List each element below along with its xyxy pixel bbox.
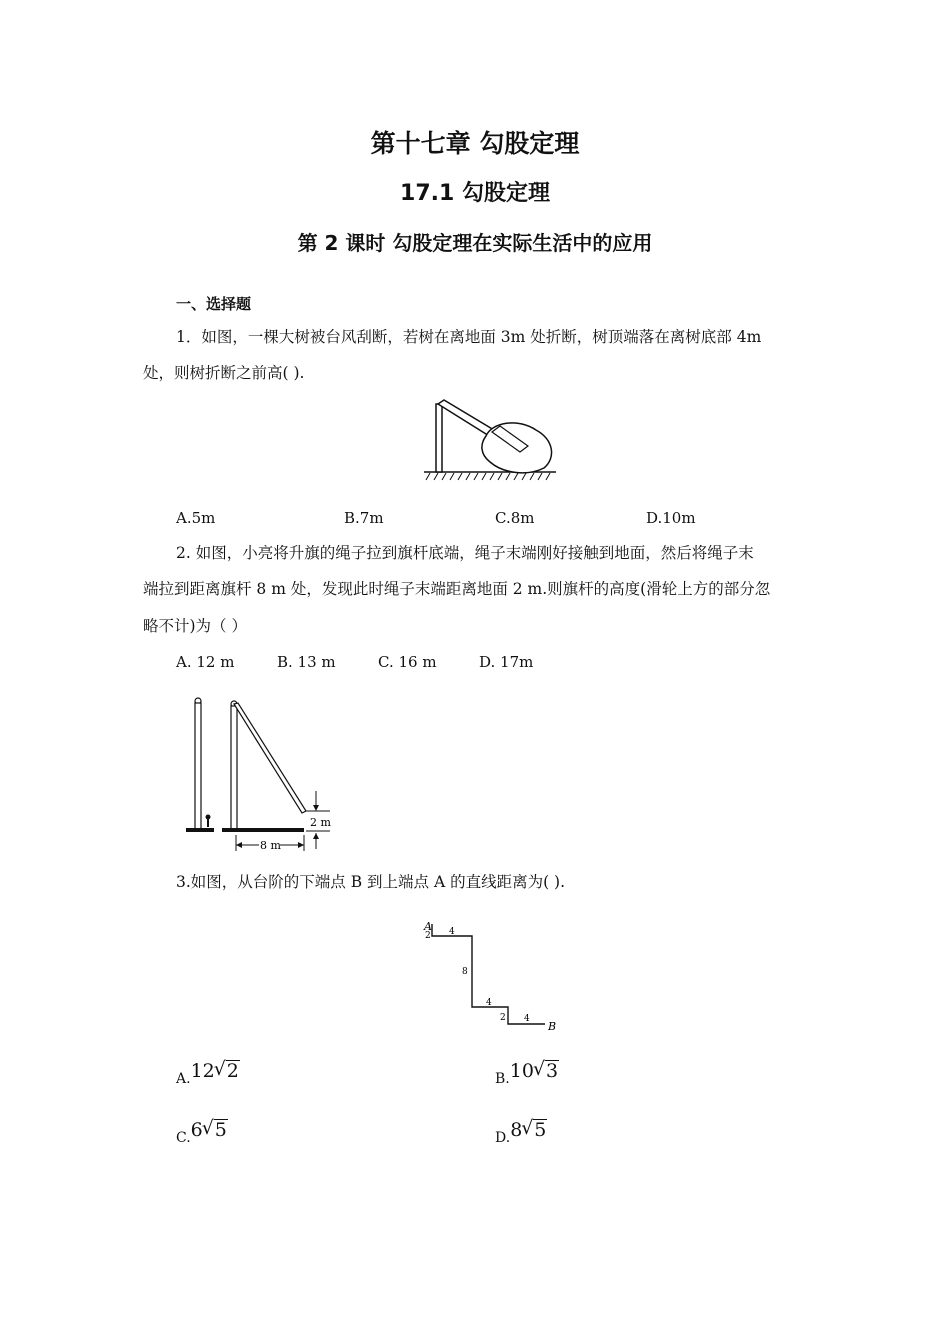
q1-line2: 处，则树折断之前高( ).	[143, 364, 305, 382]
q2-figure	[184, 695, 340, 855]
section-title: 17.1 勾股定理	[400, 181, 550, 206]
q3-option-c: C.6√ 5	[176, 1125, 228, 1147]
q3-seg5: 2	[500, 1013, 506, 1023]
q3-option-d: D.8√ 5	[495, 1125, 547, 1147]
q1-figure	[420, 396, 560, 488]
q3-seg2: 4	[449, 927, 455, 937]
q3-seg6: 4	[524, 1014, 530, 1024]
q2-option-d: D. 17m	[479, 653, 534, 671]
q2-option-c: C. 16 m	[378, 653, 437, 671]
q3-figure	[418, 916, 568, 1038]
q2-height-label: 2 m	[310, 816, 331, 829]
q2-line1: 2. 如图，小亮将升旗的绳子拉到旗杆底端，绳子末端刚好接触到地面，然后将绳子末	[176, 544, 754, 562]
q1-option-a: A.5m	[176, 509, 216, 527]
q3-seg3: 8	[462, 967, 468, 977]
q2-line3: 略不计)为（ ）	[143, 617, 247, 635]
q2-line2: 端拉到距离旗杆 8 m 处，发现此时绳子末端距离地面 2 m.则旗杆的高度(滑轮上方的部分忽	[143, 580, 771, 598]
q3-option-a: A.12√ 2	[176, 1066, 240, 1088]
q3-seg1: 2	[425, 931, 431, 941]
q3-label-b: B	[548, 1020, 557, 1033]
q2-distance-label: 8 m	[260, 839, 281, 852]
lesson-title: 第 2 课时 勾股定理在实际生活中的应用	[297, 231, 653, 255]
q1-option-d: D.10m	[646, 509, 696, 527]
q3-option-b: B.10√ 3	[495, 1066, 559, 1088]
q1-option-b: B.7m	[344, 509, 384, 527]
q1-line1: 1．如图，一棵大树被台风刮断，若树在离地面 3m 处折断，树顶端落在离树底部 4m	[176, 328, 762, 346]
q3-line1: 3.如图，从台阶的下端点 B 到上端点 A 的直线距离为( ).	[176, 873, 566, 891]
q3-label-a: A	[424, 920, 432, 933]
q2-option-b: B. 13 m	[277, 653, 336, 671]
chapter-title: 第十七章 勾股定理	[370, 129, 580, 158]
q3-seg4: 4	[486, 998, 492, 1008]
section-heading: 一、选择题	[176, 295, 252, 313]
q1-option-c: C.8m	[495, 509, 535, 527]
q2-option-a: A. 12 m	[176, 653, 235, 671]
